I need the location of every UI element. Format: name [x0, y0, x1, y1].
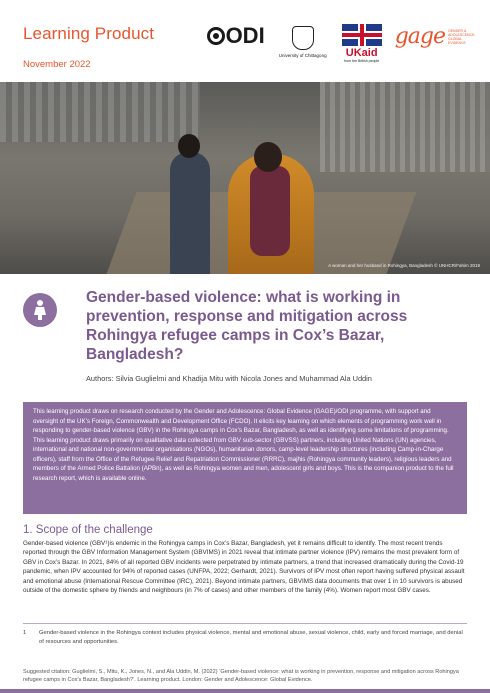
ukaid-logo-text: UKaid: [345, 47, 378, 59]
ukaid-logo: [341, 24, 383, 63]
section-paragraph: Gender-based violence (GBV¹)is endemic in the Rohingya camps in Cox’s Bazar, Bangladesh, yet it remains difficult to identify. The most recent trends reported through the GBV Information Management System (GBVIMS) in 2021 reveal that intimate partner violence (IPV) remains the most prevalent form of GBV in Cox’s Bazar. In 2021, 84% of all reported GBV incidents were perpetrated by intimate partners, a trend that increased dramatically during the Covid-19 pandemic, when IPV accounted for 94% of reported cases (UNFPA, 2022; Gerhardt, 2021). Survivors of IPV most often report having suffered physical assault and emotional abuse (International Rescue Committee (IRC), 2021). Beyond intimate partners, GBVIMS data documents that over 1 in 10 survivors is abused outside of the domestic sphere by friends and neighbours (in 7% of cases) and other members of the family (4%). Women report most GBV cases.: [23, 540, 465, 595]
shelter-roofs-right: [320, 82, 490, 172]
odi-logo: [207, 24, 265, 48]
odi-circle-icon: [207, 27, 225, 45]
cover-photo: [0, 82, 490, 274]
page-footer-bar: [0, 689, 490, 693]
footnote-text: Gender-based violence in the Rohingya context includes physical violence, mental and emotional abuse, sexual violence, child, early and forced marriage, and denial of resources and opportunities.: [39, 630, 463, 645]
suggested-citation: Suggested citation: Guglielmi, S., Mitu, K., Jones, N., and Ala Uddin, M. (2022) ‘Gender-based violence: what is working in prevention, response and mitigation across Rohingya refugee camps in Cox’s Bazar, Bangladesh?’. Learning product. London: Gender and Adolescence: Global Evidence.: [23, 669, 459, 684]
page-title: Learning Product: [23, 24, 155, 43]
section-body: [23, 539, 467, 595]
ukaid-tagline: from the British people: [344, 59, 380, 63]
report-heading: Gender-based violence: what is working in prevention, response and mitigation across Rohingya refugee camps in Cox’s Bazar, Bangladesh?: [86, 289, 408, 363]
university-logo-text: University of Chittagong: [278, 53, 327, 58]
footnote-divider: [23, 623, 467, 624]
gage-logo: [395, 24, 474, 49]
woman-scarf: [250, 166, 290, 256]
shelter-roofs-left: [0, 82, 200, 142]
odi-logo-text: ODI: [225, 23, 265, 48]
partner-logos: [207, 24, 474, 72]
man-head: [178, 134, 200, 158]
woman-head: [254, 142, 282, 172]
summary-text: This learning product draws on research conducted by the Gender and Adolescence: Global Evidence (GAGE)/ODI programme, with support and oversight of the UK’s Foreign, Commonwealth and Development Office (FCDO). It elicits key learning on which elements of programming work well in responding to gender-based violence (GBV) in the Rohingya camps in Cox’s Bazar, Bangladesh, as well as identifying some limitations of programming. This learning product draws primarily on qualitative data collected from GBV sub-sector (GBVSS) partners, including United Nations (UN) agencies, international and national non-governmental organisations (NGOs), humanitarian donors, camp-level leadership structures (including Camp-in-Charge officers), staff from the Office of the Refugee Relief and Repatriation Commissioner (RRRC), majhis (Rohingya community leaders), religious leaders and members of the Armed Police Battalion (APBn), as well as Rohingya women and men, adolescent girls and boys. This is the companion product to the full research report, which is available online.: [33, 408, 454, 482]
footnote: [23, 629, 467, 646]
authors-line: Authors: Silvia Guglielmi and Khadija Mitu with Nicola Jones and Muhammad Ala Uddin: [86, 374, 372, 383]
publication-date: November 2022: [23, 59, 91, 70]
gage-tagline: GENDER & ADOLESCENCE: GLOBAL EVIDENCE: [448, 28, 476, 45]
man-figure: [170, 152, 210, 274]
footnote-number: 1: [23, 630, 27, 636]
union-flag-icon: [342, 24, 382, 46]
photo-caption: A woman and her husband in Rohingya, Bangladesh © UNHCR/Fahim 2019: [328, 263, 480, 268]
woman-figure-icon: [23, 293, 57, 327]
gage-logo-text: gage: [394, 24, 445, 49]
university-seal-icon: [292, 26, 314, 50]
university-logo: [277, 24, 329, 58]
summary-box: [23, 402, 467, 514]
section-title: 1. Scope of the challenge: [23, 524, 153, 536]
